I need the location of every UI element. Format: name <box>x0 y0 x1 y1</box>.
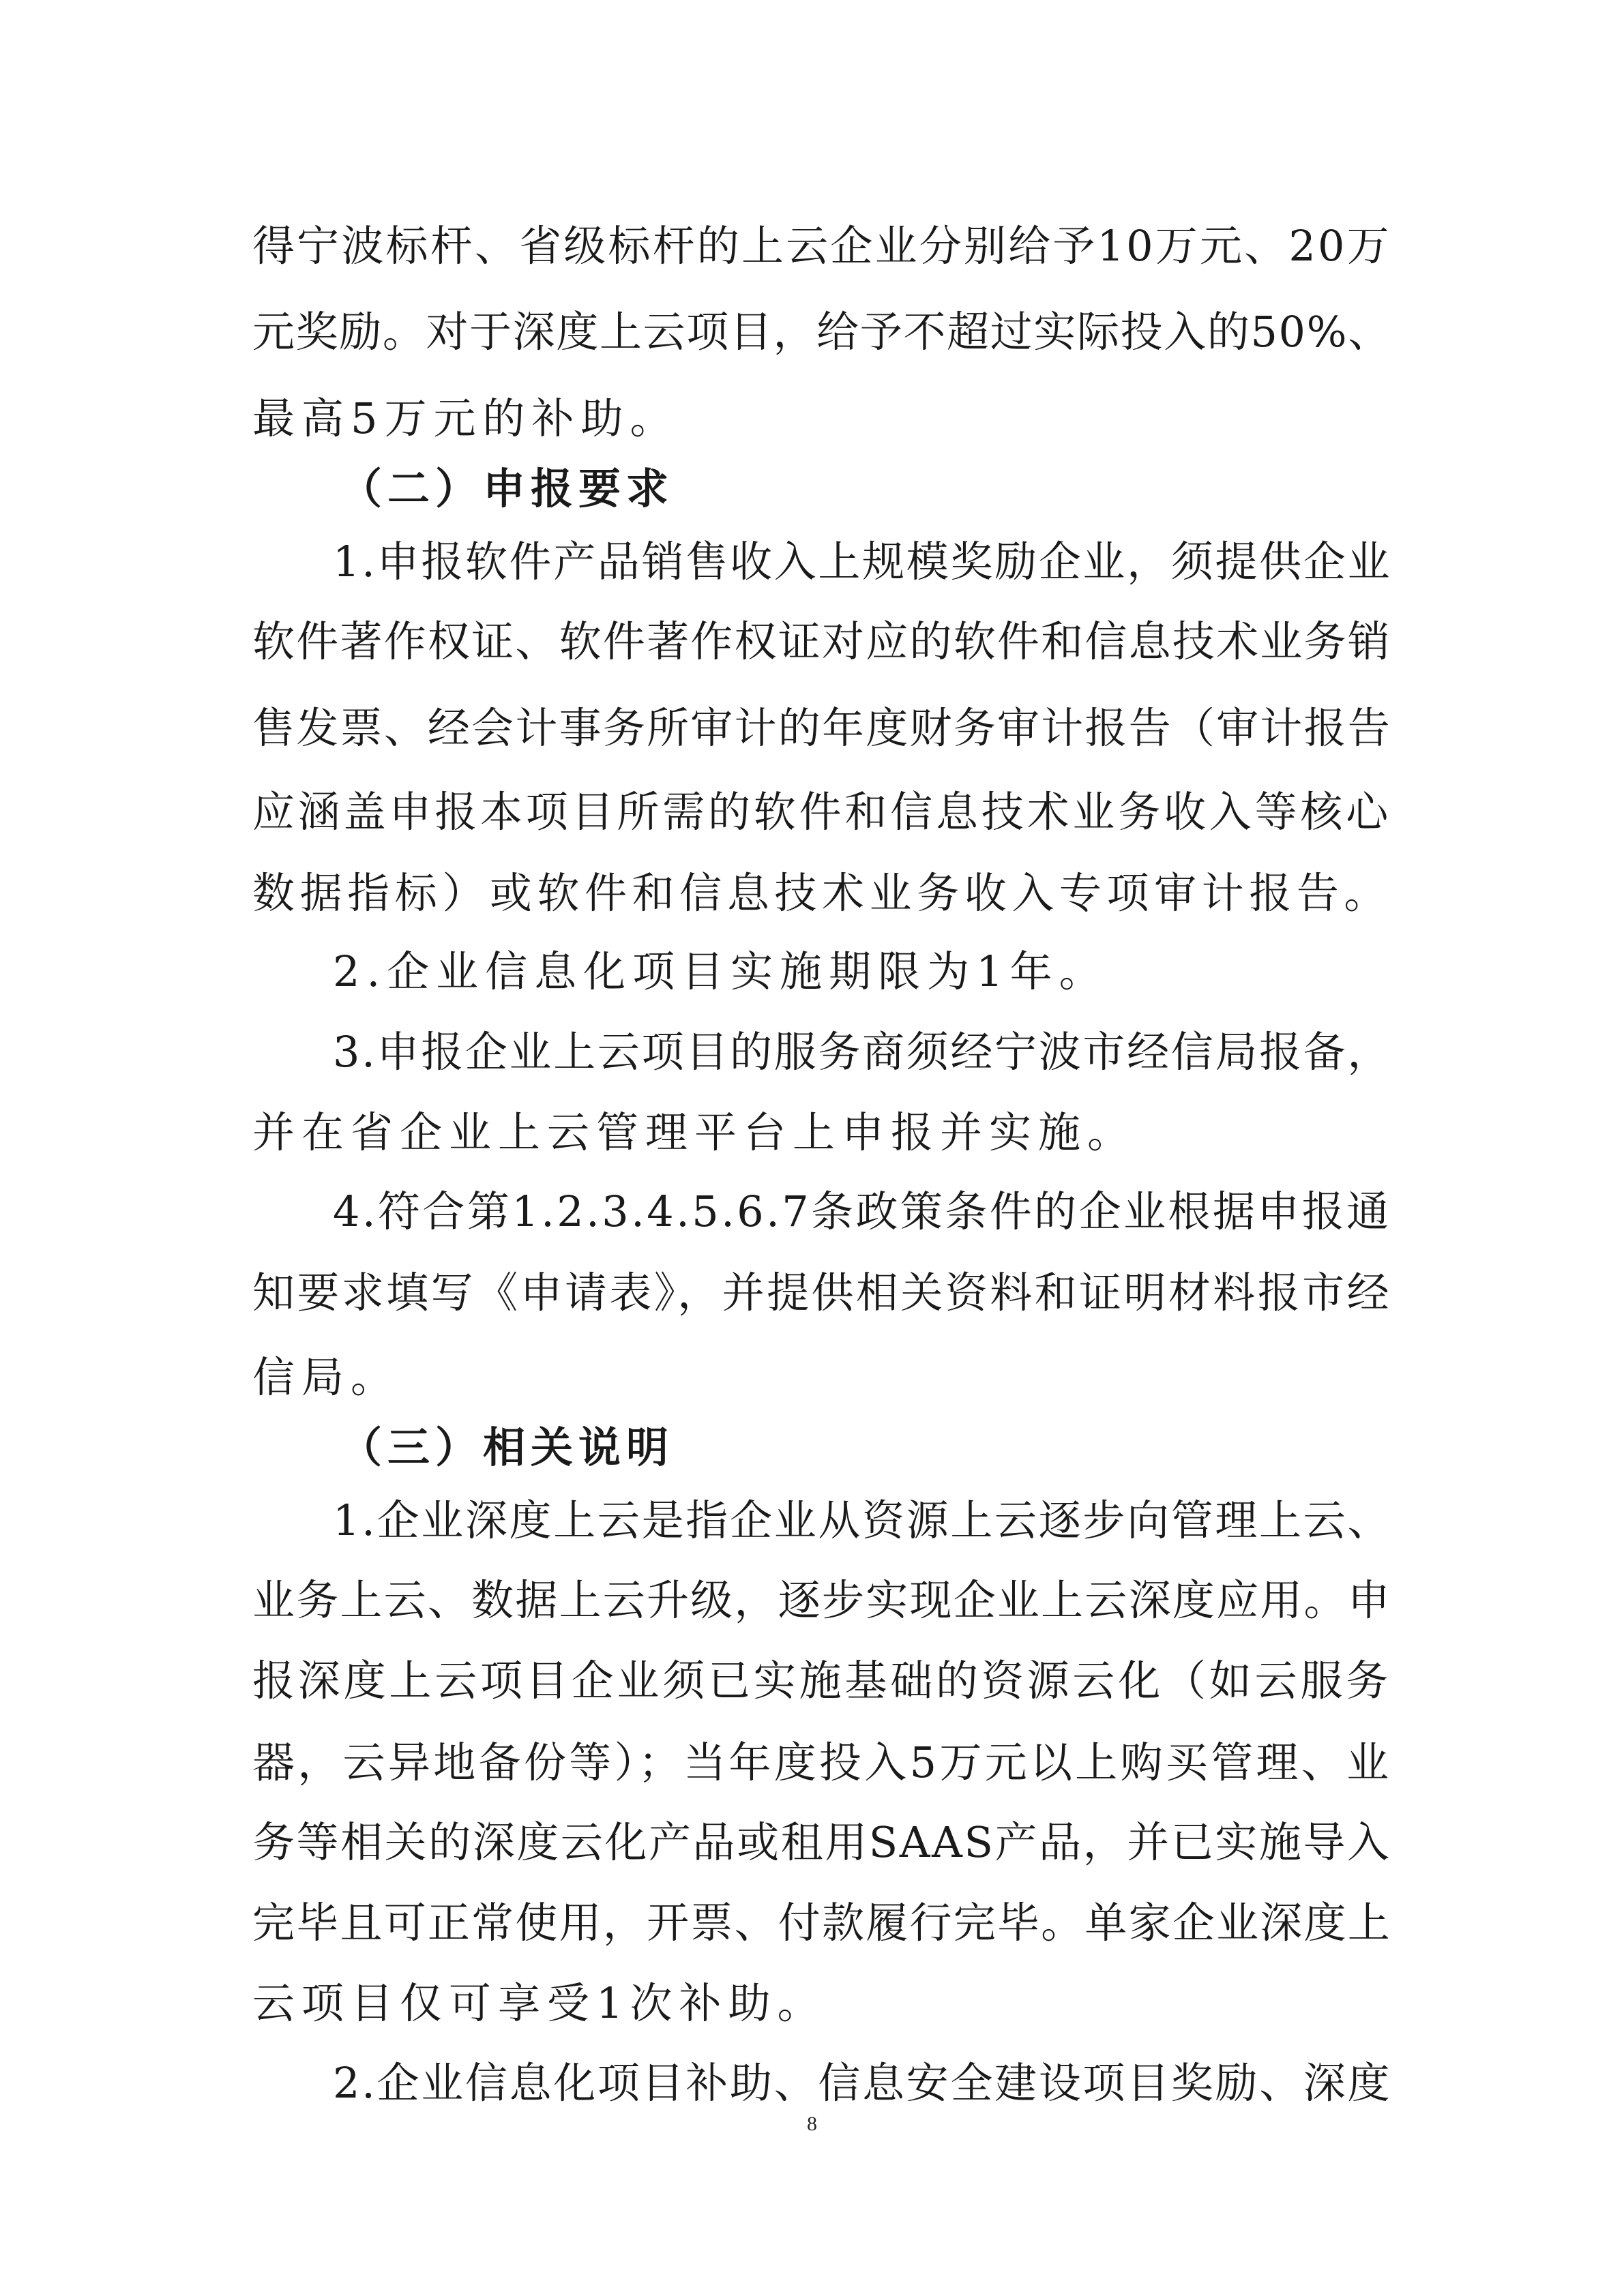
body-text-line: 元奖励。对于深度上云项目，给予不超过实际投入的50%、 <box>252 307 1391 357</box>
paragraph-first-line: 1.申报软件产品销售收入上规模奖励企业，须提供企业 <box>333 537 1392 586</box>
body-text-line: 软件著作权证、软件著作权证对应的软件和信息技术业务销 <box>252 616 1392 666</box>
paragraph-first-line: 1.企业深度上云是指企业从资源上云逐步向管理上云、 <box>333 1495 1392 1545</box>
body-text-line: 务等相关的深度云化产品或租用SAAS产品，并已实施导入 <box>252 1817 1391 1867</box>
section-heading: （二）申报要求 <box>340 464 675 513</box>
body-text-line: 并在省企业上云管理平台上申报并实施。 <box>252 1107 1137 1157</box>
body-text-line: 数据指标）或软件和信息技术业务收入专项审计报告。 <box>252 868 1392 918</box>
page-number: 8 <box>807 2113 817 2135</box>
body-text-line: 应涵盖申报本项目所需的软件和信息技术业务收入等核心 <box>252 787 1392 837</box>
paragraph-first-line: 2.企业信息化项目实施期限为1年。 <box>333 946 1108 996</box>
body-text-line: 得宁波标杆、省级标杆的上云企业分别给予10万元、20万 <box>252 221 1391 271</box>
body-text-line: 业务上云、数据上云升级，逐步实现企业上云深度应用。申 <box>252 1575 1392 1625</box>
body-text-line: 云项目仅可享受1次补助。 <box>252 1978 827 2028</box>
body-text-line: 知要求填写《申请表》，并提供相关资料和证明材料报市经 <box>252 1268 1392 1317</box>
body-text-line: 售发票、经会计事务所审计的年度财务审计报告（审计报告 <box>252 703 1392 753</box>
paragraph-first-line: 3.申报企业上云项目的服务商须经宁波市经信局报备， <box>333 1027 1392 1077</box>
body-text-line: 完毕且可正常使用，开票、付款履行完毕。单家企业深度上 <box>252 1898 1392 1948</box>
body-text-line: 信局。 <box>252 1352 400 1402</box>
body-text-line: 最高5万元的补助。 <box>252 393 679 443</box>
body-text-line: 器，云异地备份等）；当年度投入5万元以上购买管理、业 <box>252 1738 1392 1787</box>
paragraph-first-line: 4.符合第1.2.3.4.5.6.7条政策条件的企业根据申报通 <box>333 1187 1391 1236</box>
body-text-line: 报深度上云项目企业须已实施基础的资源云化（如云服务 <box>252 1656 1392 1705</box>
section-heading: （三）相关说明 <box>340 1422 675 1472</box>
paragraph-first-line: 2.企业信息化项目补助、信息安全建设项目奖励、深度 <box>333 2058 1392 2108</box>
